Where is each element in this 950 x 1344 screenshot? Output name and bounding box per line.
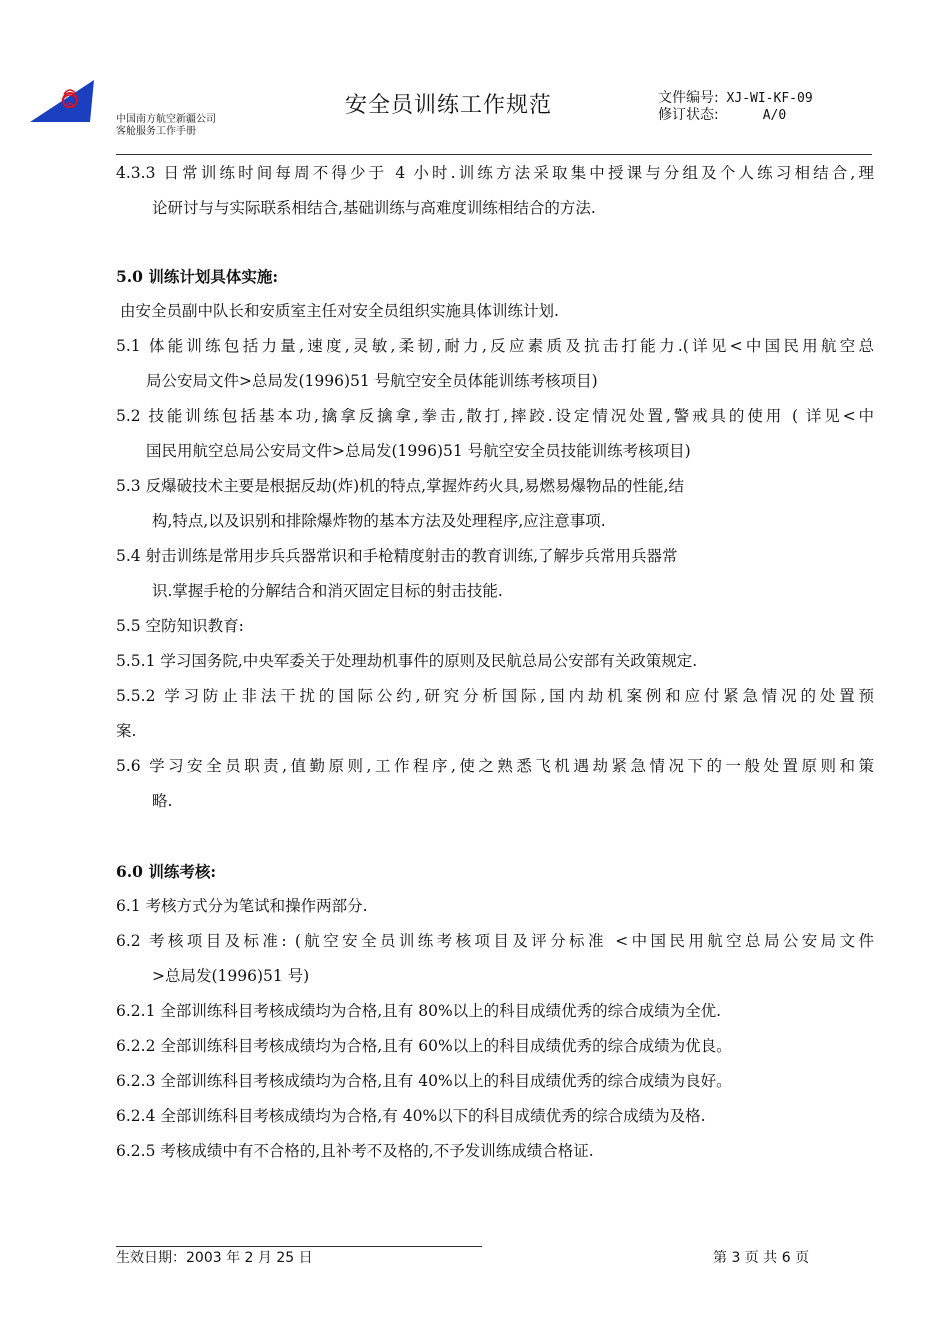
page-number: 第 3 页 共 6 页 [713,1250,810,1266]
revision-value: A/0 [762,108,787,123]
document-title: 安全员训练工作规范 [345,93,553,118]
para-4-3-3-line1: 4.3.3 日常训练时间每周不得少于 4 小时.训练方法采取集中授课与分组及个人练习相结合,理 [116,164,874,182]
para-5-2-line2: 国民用航空总局公安局文件>总局发(1996)51 号航空安全员技能训练考核项目) [146,442,691,460]
para-6-2-3: 6.2.3 全部训练科目考核成绩均为合格,且有 40%以上的科目成绩优秀的综合成绩为良好。 [116,1072,732,1090]
airline-logo-icon [28,78,96,124]
para-6-2-5: 6.2.5 考核成绩中有不合格的,且补考不及格的,不予发训练成绩合格证. [116,1142,594,1160]
section-6-heading: 6.0 训练考核: [116,862,217,881]
para-6-2-line2: >总局发(1996)51 号) [152,967,310,985]
para-5-5-2-line1: 5.5.2 学习防止非法干扰的国际公约,研究分析国际,国内劫机案例和应付紧急情况的处置预 [116,687,874,705]
section-5-heading: 5.0 训练计划具体实施: [116,267,279,286]
para-6-2-4: 6.2.4 全部训练科目考核成绩均为合格,有 40%以下的科目成绩优秀的综合成绩为及格. [116,1107,706,1125]
revision-label: 修订状态: [658,107,719,123]
para-5-4-line1: 5.4 射击训练是常用步兵兵器常识和手枪精度射击的教育训练,了解步兵常用兵器常 [116,547,678,565]
para-5-5: 5.5 空防知识教育: [116,617,244,635]
para-4-3-3-line2: 论研讨与与实际联系相结合,基础训练与高难度训练相结合的方法. [152,199,596,217]
document-body [116,156,874,1169]
para-5-intro: 由安全员副中队长和安质室主任对安全员组织实施具体训练计划. [120,302,559,320]
doc-number-label: 文件编号: [658,90,719,106]
para-5-5-2-line2: 案. [116,722,137,740]
para-5-6-line2: 略. [152,792,173,810]
organization-name [116,114,216,138]
effective-date: 生效日期：2003 年 2 月 25 日 [116,1250,313,1266]
para-6-1: 6.1 考核方式分为笔试和操作两部分. [116,897,368,915]
para-5-2-line1: 5.2 技能训练包括基本功,擒拿反擒拿,拳击,散打,摔跤.设定情况处置,警戒具的使用 ( 详见<中 [116,407,874,425]
doc-number: XJ-WI-KF-09 [726,91,813,106]
para-5-4-line2: 识.掌握手枪的分解结合和消灭固定目标的射击技能. [152,582,503,600]
para-6-2-1: 6.2.1 全部训练科目考核成绩均为合格,且有 80%以上的科目成绩优秀的综合成绩为全优. [116,1002,722,1020]
para-5-3-line1: 5.3 反爆破技术主要是根据反劫(炸)机的特点,掌握炸药火具,易燃易爆物品的性能,结 [116,477,684,495]
org-line-2: 客舱服务工作手册 [116,126,196,137]
para-5-6-line1: 5.6 学习安全员职责,值勤原则,工作程序,使之熟悉飞机遇劫紧急情况下的一般处置原则和策 [116,757,874,775]
para-5-3-line2: 构,特点,以及识别和排除爆炸物的基本方法及处理程序,应注意事项. [152,512,606,530]
para-6-2-line1: 6.2 考核项目及标准: (航空安全员训练考核项目及评分标准 <中国民用航空总局公安局文件 [116,932,874,950]
para-5-1-line1: 5.1 体能训练包括力量,速度,灵敏,柔韧,耐力,反应素质及抗击打能力.(详见<中国民用航空总 [116,337,874,355]
org-line-1: 中国南方航空新疆公司 [116,114,216,125]
header-divider [116,154,872,155]
spacer [116,819,874,854]
document-info [658,90,813,124]
para-6-2-2: 6.2.2 全部训练科目考核成绩均为合格,且有 60%以上的科目成绩优秀的综合成绩为优良。 [116,1037,732,1055]
spacer [116,226,874,259]
para-5-1-line2: 局公安局文件>总局发(1996)51 号航空安全员体能训练考核项目) [146,372,598,390]
para-5-5-1: 5.5.1 学习国务院,中央军委关于处理劫机事件的原则及民航总局公安部有关政策规定. [116,652,698,670]
